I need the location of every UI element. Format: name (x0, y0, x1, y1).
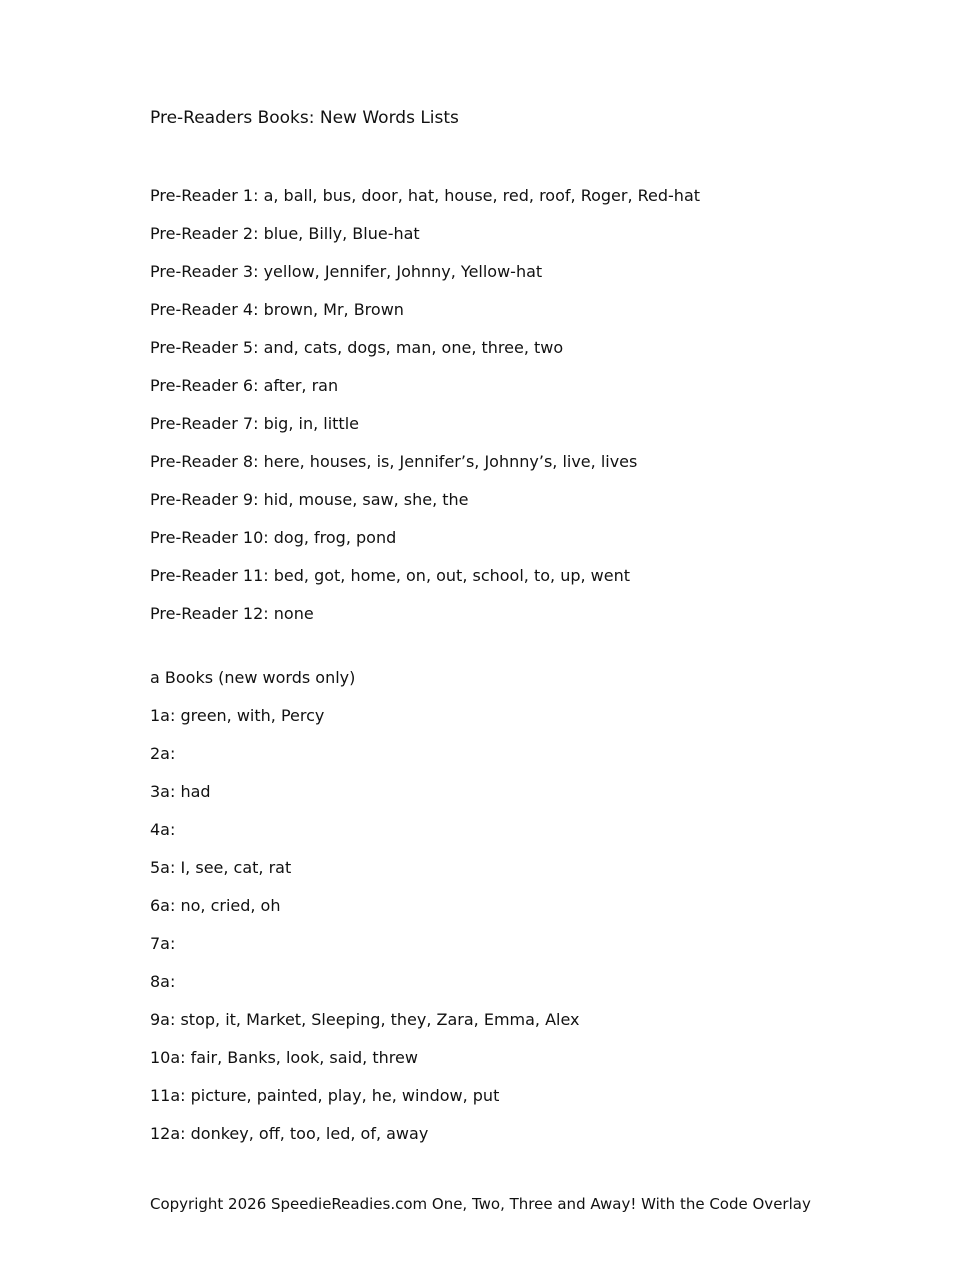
list-item: 4a: (150, 820, 176, 839)
list-item: Pre-Reader 2: blue, Billy, Blue-hat (150, 224, 420, 243)
list-item: Pre-Reader 7: big, in, little (150, 414, 359, 433)
list-item: 7a: (150, 934, 176, 953)
list-item: Pre-Reader 3: yellow, Jennifer, Johnny, Yellow-hat (150, 262, 543, 281)
list-item: Pre-Reader 4: brown, Mr, Brown (150, 300, 404, 319)
pre-reader-list (150, 184, 700, 640)
list-item: 5a: I, see, cat, rat (150, 858, 292, 877)
list-item: 1a: green, with, Percy (150, 706, 325, 725)
list-item: 8a: (150, 972, 176, 991)
a-books-list (150, 704, 580, 1160)
list-item: Pre-Reader 12: none (150, 604, 314, 623)
list-item: Pre-Reader 10: dog, frog, pond (150, 528, 397, 547)
list-item: Pre-Reader 6: after, ran (150, 376, 339, 395)
list-item: 9a: stop, it, Market, Sleeping, they, Zara, Emma, Alex (150, 1010, 580, 1029)
a-books-heading: a Books (new words only) (150, 668, 356, 687)
list-item: Pre-Reader 8: here, houses, is, Jennifer’s, Johnny’s, live, lives (150, 452, 638, 471)
list-item: Pre-Reader 9: hid, mouse, saw, she, the (150, 490, 469, 509)
copyright-footer: Copyright 2026 SpeedieReadies.com One, Two, Three and Away! With the Code Overlay (150, 1195, 811, 1213)
list-item: 11a: picture, painted, play, he, window, put (150, 1086, 500, 1105)
list-item: 12a: donkey, off, too, led, of, away (150, 1124, 429, 1143)
list-item: 2a: (150, 744, 176, 763)
list-item: Pre-Reader 11: bed, got, home, on, out, school, to, up, went (150, 566, 630, 585)
list-item: 10a: fair, Banks, look, said, threw (150, 1048, 418, 1067)
list-item: Pre-Reader 5: and, cats, dogs, man, one, three, two (150, 338, 564, 357)
list-item: Pre-Reader 1: a, ball, bus, door, hat, house, red, roof, Roger, Red-hat (150, 186, 701, 205)
document-title: Pre-Readers Books: New Words Lists (150, 108, 459, 128)
list-item: 3a: had (150, 782, 211, 801)
list-item: 6a: no, cried, oh (150, 896, 281, 915)
